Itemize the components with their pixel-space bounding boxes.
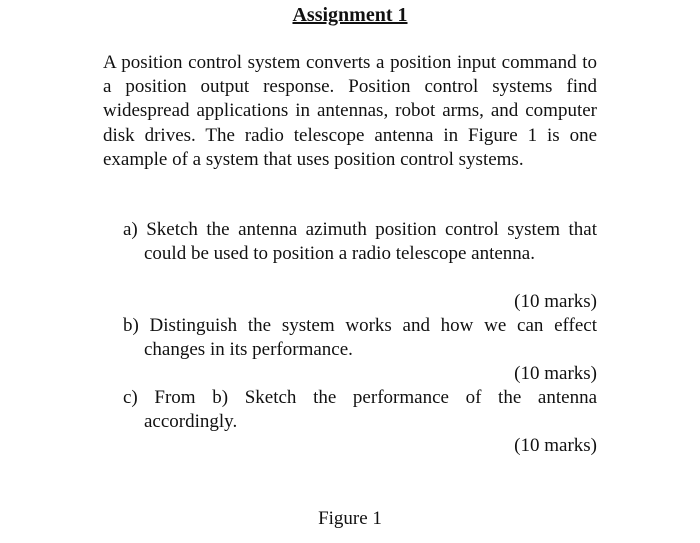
question-c-marks: (10 marks) — [514, 435, 597, 456]
question-b: b) Distinguish the system works and how we can effect changes in its performance. — [123, 315, 597, 360]
figure-caption: Figure 1 — [318, 508, 382, 529]
question-a: a) Sketch the antenna azimuth position control system that could be used to position a radio telescope antenna. — [123, 219, 597, 264]
question-a-marks: (10 marks) — [514, 291, 597, 312]
intro-paragraph: A position control system converts a position input command to a position output response. Position control systems find widespread applications in antennas, robot arms, and computer disk drives. The radio telescope antenna in Figure 1 is one example of a system that uses position control systems. — [103, 52, 597, 170]
question-b-marks: (10 marks) — [514, 363, 597, 384]
question-c: c) From b) Sketch the performance of the antenna accordingly. — [123, 387, 597, 432]
assignment-title: Assignment 1 — [292, 4, 408, 26]
